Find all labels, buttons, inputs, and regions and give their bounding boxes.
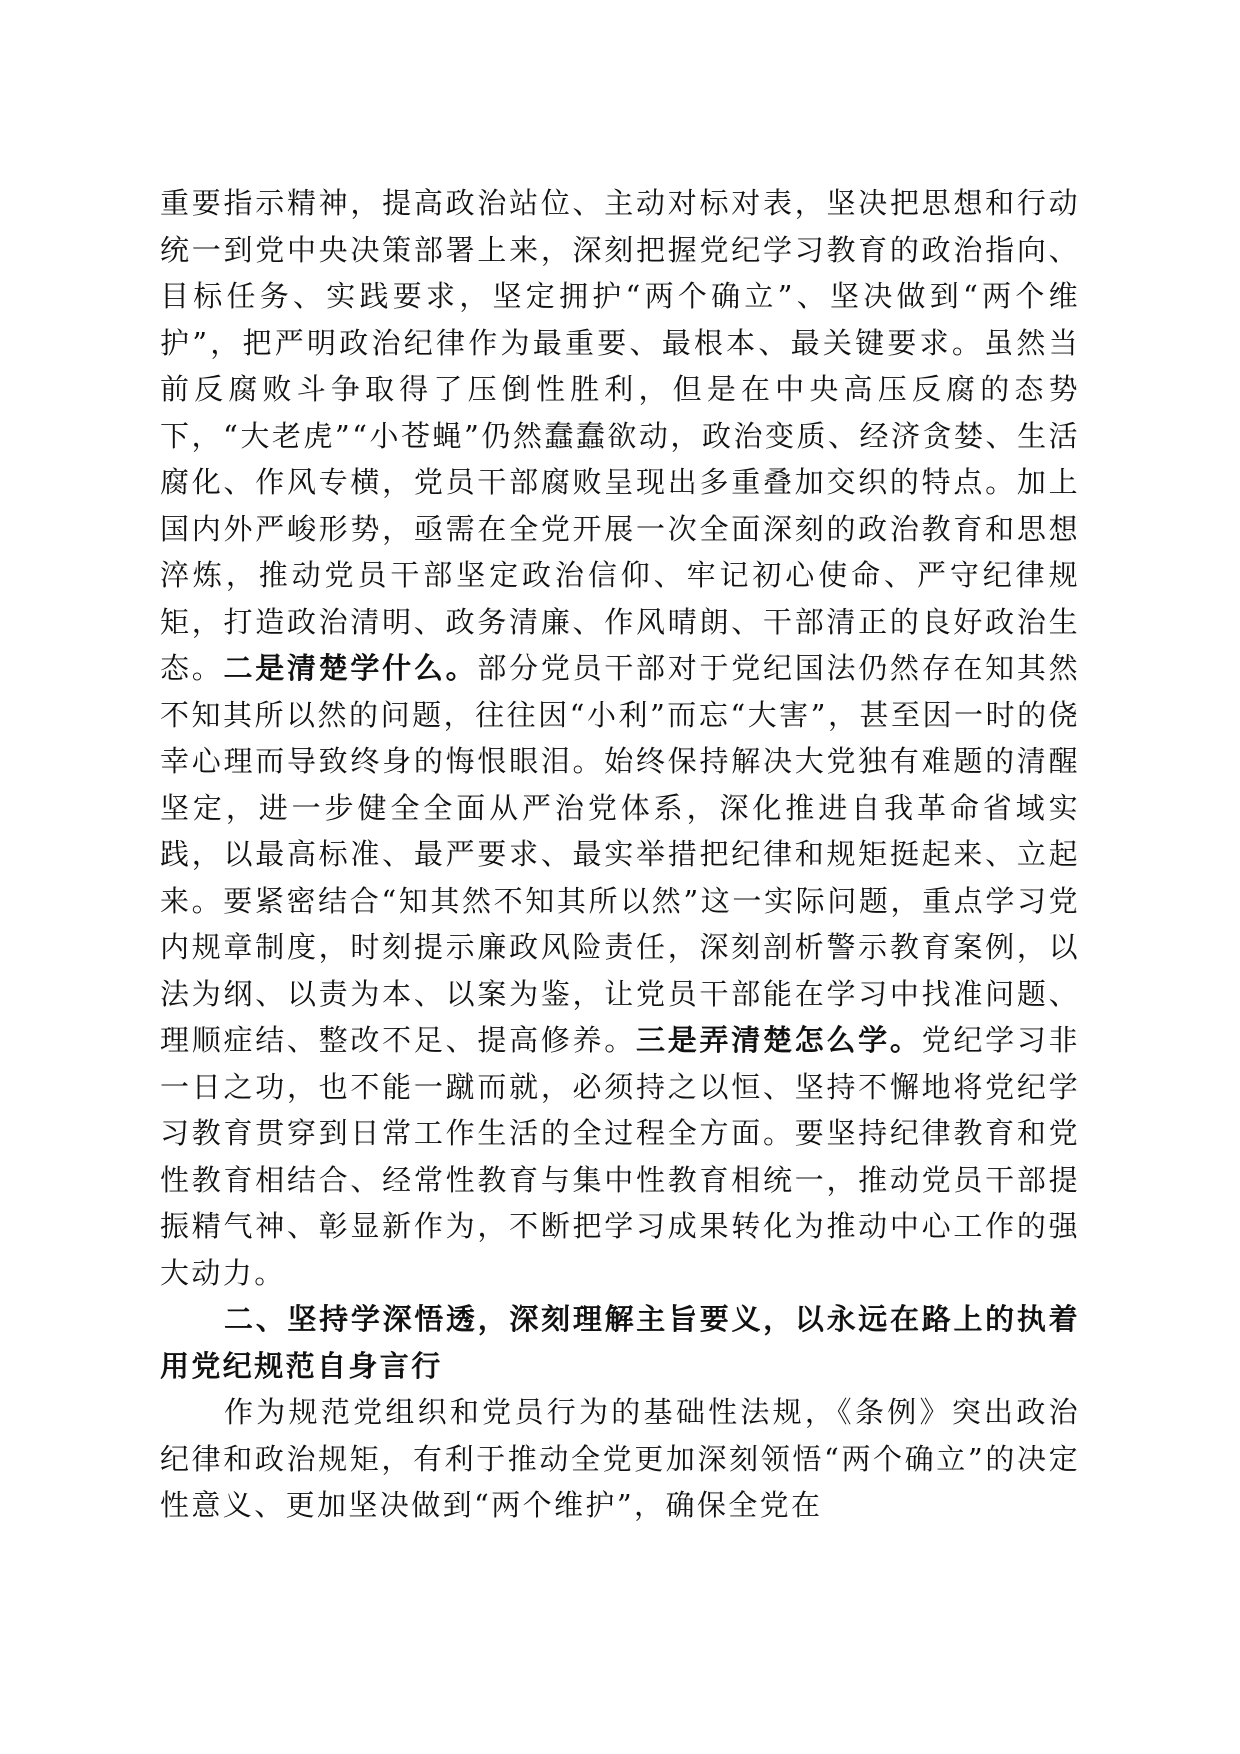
document-page xyxy=(160,180,1080,1529)
point-three-heading: 三是弄清楚怎么学。 xyxy=(636,1023,922,1057)
paragraph-text: 部分党员干部对于党纪国法仍然存在知其然不知其所以然的问题，往往因“小利”而忘“大害”，甚至因一时的侥幸心理而导致终身的悔恨眼泪。始终保持解决大党独有难题的清醒坚定，进一步健全全面从严治党体系，深化推进自我革命省域实践，以最高标准、最严要求、最实举措把纪律和规矩挺起来、立起来。要紧密结合“知其然不知其所以然”这一实际问题，重点学习党内规章制度，时刻提示廉政风险责任，深刻剖析警示教育案例，以法为纲、以责为本、以案为鉴，让党员干部能在学习中找准问题、理顺症结、整改不足、提高修养。 xyxy=(160,651,1081,1057)
body-paragraph: 作为规范党组织和党员行为的基础性法规，《条例》突出政治纪律和政治规矩，有利于推动全党更加深刻领悟“两个确立”的决定性意义、更加坚决做到“两个维护”，确保全党在 xyxy=(160,1395,1080,1522)
point-two-heading: 二是清楚学什么。 xyxy=(223,651,478,685)
section-heading: 二、坚持学深悟透，深刻理解主旨要义，以永远在路上的执着用党纪规范自身言行 xyxy=(160,1302,1080,1383)
paragraph-text: 党纪学习非一日之功，也不能一蹴而就，必须持之以恒、坚持不懈地将党纪学习教育贯穿到日常工作生活的全过程全方面。要坚持纪律教育和党性教育相结合、经常性教育与集中性教育相统一，推动党员干部提振精气神、彰显新作为，不断把学习成果转化为推动中心工作的强大动力。 xyxy=(160,1023,1080,1290)
paragraph-text: 重要指示精神，提高政治站位、主动对标对表，坚决把思想和行动统一到党中央决策部署上来，深刻把握党纪学习教育的政治指向、目标任务、实践要求，坚定拥护“两个确立”、坚决做到“两个维护”，把严明政治纪律作为最重要、最根本、最关键要求。虽然当前反腐败斗争取得了压倒性胜利，但是在中央高压反腐的态势下，“大老虎”“小苍蝇”仍然蠢蠢欲动，政治变质、经济贪婪、生活腐化、作风专横，党员干部腐败呈现出多重叠加交织的特点。加上国内外严峻形势，亟需在全党开展一次全面深刻的政治教育和思想淬炼，推动党员干部坚定政治信仰、牢记初心使命、严守纪律规矩，打造政治清明、政务清廉、作风晴朗、干部清正的良好政治生态。 xyxy=(160,186,1080,685)
body-paragraph xyxy=(160,180,1080,1296)
